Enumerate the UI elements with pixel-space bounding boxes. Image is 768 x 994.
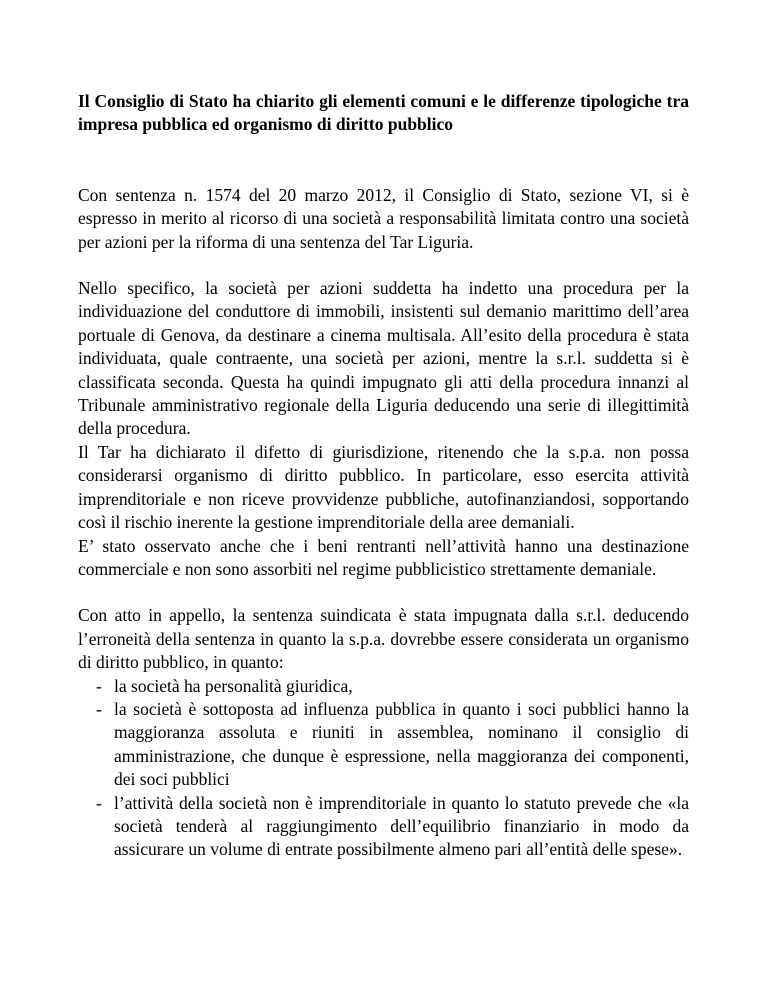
argument-list — [78, 675, 689, 862]
list-item — [78, 698, 689, 792]
list-item-text: la società è sottoposta ad influenza pubblica in quanto i soci pubblici hanno la maggioranza assoluta e riuniti in assemblea, nominano il consiglio di amministrazione, che dunque è espressione, nella maggioranza dei componenti, dei soci pubblici — [114, 698, 689, 790]
spacer — [78, 581, 689, 604]
dash-bullet: - — [96, 675, 102, 696]
dash-bullet: - — [96, 792, 102, 813]
list-item — [78, 792, 689, 862]
paragraph-1: Con sentenza n. 1574 del 20 marzo 2012, il Consiglio di Stato, sezione VI, si è espresso in merito al ricorso di una società a responsabilità limitata contro una società per azioni per la riforma di una sentenza del Tar Liguria. — [78, 184, 689, 252]
dash-bullet: - — [96, 698, 102, 719]
list-item-text: la società ha personalità giuridica, — [114, 675, 353, 696]
paragraph-2: Nello specifico, la società per azioni suddetta ha indetto una procedura per la individuazione del conduttore di immobili, insistenti sul demanio marittimo dell’area portuale di Genova, da destinare a cinema multisala. All’esito della procedura è stata individuata, quale contraente, una società per azioni, mentre la s.r.l. suddetta si è classificata seconda. Questa ha quindi impugnato gli atti della procedura innanzi al Tribunale amministrativo regionale della Liguria deducendo una serie di illegittimità della procedura. — [78, 278, 689, 439]
document-title: Il Consiglio di Stato ha chiarito gli elementi comuni e le differenze tipologiche tra impresa pubblica ed organismo di diritto pubblico — [78, 91, 689, 135]
document-body — [78, 90, 689, 862]
paragraph-4: E’ stato osservato anche che i beni rentranti nell’attività hanno una destinazione commerciale e non sono assorbiti nel regime pubblicistico strettamente demaniale. — [78, 535, 689, 579]
paragraph-3: Il Tar ha dichiarato il difetto di giurisdizione, ritenendo che la s.p.a. non possa considerarsi organismo di diritto pubblico. In particolare, esso esercita attività imprenditoriale e non riceve provvidenze pubbliche, autofinanziandosi, sopportando così il rischio inerente la gestione imprenditoriale della aree demaniali. — [78, 441, 689, 533]
list-item — [78, 675, 689, 698]
list-item-text: l’attività della società non è imprenditoriale in quanto lo statuto prevede che «la società tenderà al raggiungimento dell’equilibrio finanziario in modo da assicurare un volume di entrate possibilmente almeno pari all’entità delle spese». — [114, 792, 689, 860]
paragraph-5: Con atto in appello, la sentenza suindicata è stata impugnata dalla s.r.l. deducendo l’erroneità della sentenza in quanto la s.p.a. dovrebbe essere considerata un organismo di diritto pubblico, in quanto: — [78, 605, 689, 673]
spacer — [78, 137, 689, 184]
spacer — [78, 254, 689, 277]
